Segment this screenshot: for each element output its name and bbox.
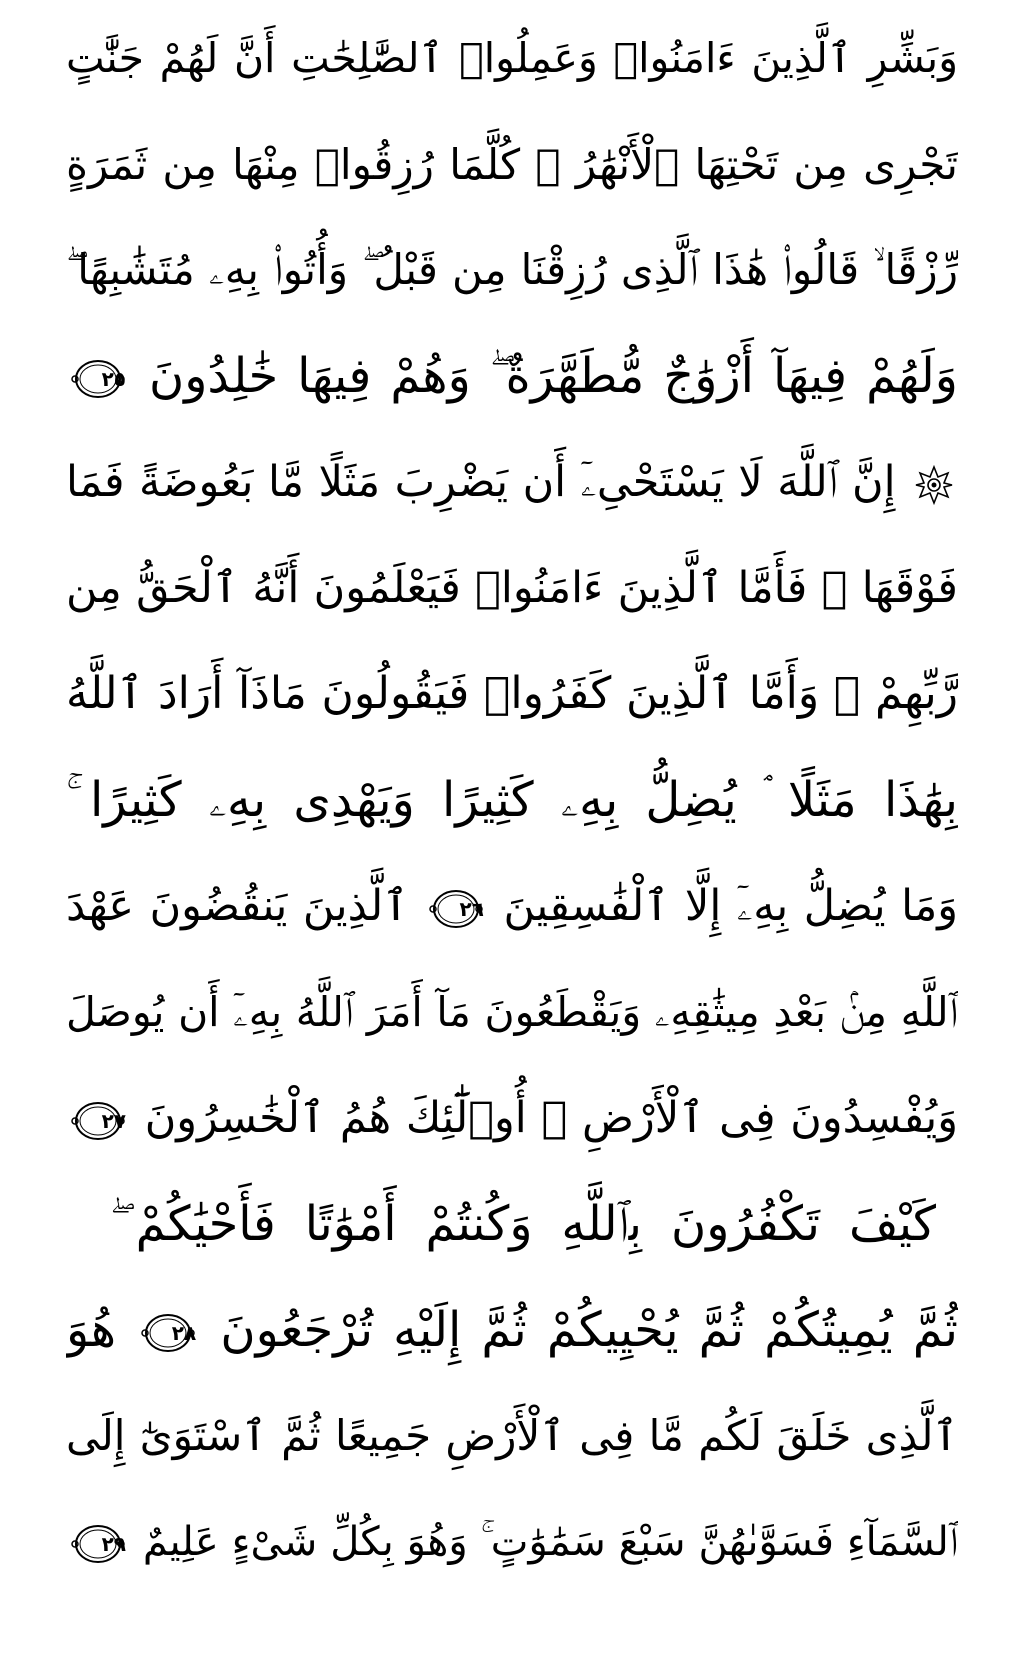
verse-text: فَوْقَهَا ۚ فَأَمَّا ٱلَّذِينَ ءَامَنُوا۟ فَيَعْلَمُونَ أَنَّهُ ٱلْحَقُّ مِن xyxy=(66,563,958,613)
verse-text: تَجْرِى مِن تَحْتِهَا ٱلْأَنْهَٰرُ ۖ كُلَّمَا رُزِقُوا۟ مِنْهَا مِن ثَمَرَةٍ xyxy=(66,140,958,189)
verse-text: وَيُفْسِدُونَ فِى ٱلْأَرْضِ ۚ أُو۟لَٰٓئِكَ هُمُ ٱلْخَٰسِرُونَ xyxy=(144,1093,958,1143)
text-line xyxy=(66,1388,958,1484)
text-line xyxy=(66,434,958,530)
text-line xyxy=(66,1282,958,1378)
verse-text: كَيْفَ تَكْفُرُونَ بِٱللَّهِ وَكُنتُمْ أَمْوَٰتًا فَأَحْيَٰكُمْ ۖ xyxy=(110,1196,936,1252)
ayah-end-marker xyxy=(140,1310,196,1356)
ayah-number: ٢٦ xyxy=(459,896,484,921)
verse-text: بِهَٰذَا مَثَلًا ۘ يُضِلُّ بِهِۦ كَثِيرًا وَيَهْدِى بِهِۦ كَثِيرًا ۚ xyxy=(66,772,958,828)
verse-text: رَّبِّهِمْ ۖ وَأَمَّا ٱلَّذِينَ كَفَرُوا۟ فَيَقُولُونَ مَاذَآ أَرَادَ ٱللَّهُ xyxy=(66,668,958,719)
text-line xyxy=(66,1070,958,1166)
ayah-number: ٢٧ xyxy=(101,1108,126,1133)
ayah-end-marker xyxy=(70,356,126,402)
verse-text: وَلَهُمْ فِيهَآ أَزْوَٰجٌ مُّطَهَّرَةٌ ۖ وَهُمْ فِيهَا خَٰلِدُونَ xyxy=(148,348,958,404)
ayah-number: ٢٨ xyxy=(171,1321,197,1345)
text-line xyxy=(66,752,958,848)
text-line xyxy=(66,540,958,636)
verse-text: ثُمَّ يُمِيتُكُمْ ثُمَّ يُحْيِيكُمْ ثُمَّ إِلَيْهِ تُرْجَعُونَ xyxy=(220,1302,958,1358)
verse-text: رِّزْقًا ۙ قَالُوا۟ هَٰذَا ٱلَّذِى رُزِقْنَا مِن قَبْلُ ۖ وَأُتُوا۟ بِهِۦ مُتَشَٰبِهًا ۖ xyxy=(66,245,958,294)
verse-text: وَمَا يُضِلُّ بِهِۦٓ إِلَّا ٱلْفَٰسِقِينَ xyxy=(503,881,958,931)
verse-text: وَبَشِّرِ ٱلَّذِينَ ءَامَنُوا۟ وَعَمِلُوا۟ ٱلصَّٰلِحَٰتِ أَنَّ لَهُمْ جَنَّٰتٍ xyxy=(66,34,958,82)
text-line xyxy=(66,222,958,318)
text-line xyxy=(110,1176,936,1272)
verse-text: ٱلَّذِينَ يَنقُضُونَ عَهْدَ xyxy=(66,881,409,931)
text-line xyxy=(66,117,958,213)
verse-text: هُوَ xyxy=(66,1302,117,1358)
verse-text: ٱللَّهِ مِنۢ بَعْدِ مِيثَٰقِهِۦ وَيَقْطَعُونَ مَآ أَمَرَ ٱللَّهُ بِهِۦٓ أَن يُوصَلَ xyxy=(66,988,958,1036)
text-line xyxy=(66,328,958,424)
verse-text: إِنَّ ٱللَّهَ لَا يَسْتَحْىِۦٓ أَن يَضْرِبَ مَثَلًا مَّا بَعُوضَةً فَمَا xyxy=(66,457,896,507)
ayah-end-marker xyxy=(70,1098,126,1144)
verse-text: ٱلَّذِى خَلَقَ لَكُم مَّا فِى ٱلْأَرْضِ جَمِيعًا ثُمَّ ٱسْتَوَىٰٓ إِلَى xyxy=(66,1411,958,1460)
text-line xyxy=(66,858,958,954)
ayah-end-marker xyxy=(70,1521,126,1567)
ayah-number: ٢٥ xyxy=(101,367,126,391)
text-line xyxy=(66,964,958,1060)
text-line xyxy=(66,646,958,742)
ayah-end-marker xyxy=(428,886,484,932)
hizb-star-icon xyxy=(914,465,954,505)
text-line xyxy=(66,10,958,106)
text-line xyxy=(66,1494,958,1590)
verse-text: ٱلسَّمَآءِ فَسَوَّىٰهُنَّ سَبْعَ سَمَٰوَٰتٍ ۚ وَهُوَ بِكُلِّ شَىْءٍ عَلِيمٌ xyxy=(142,1519,958,1565)
ayah-number: ٢٩ xyxy=(101,1532,126,1556)
